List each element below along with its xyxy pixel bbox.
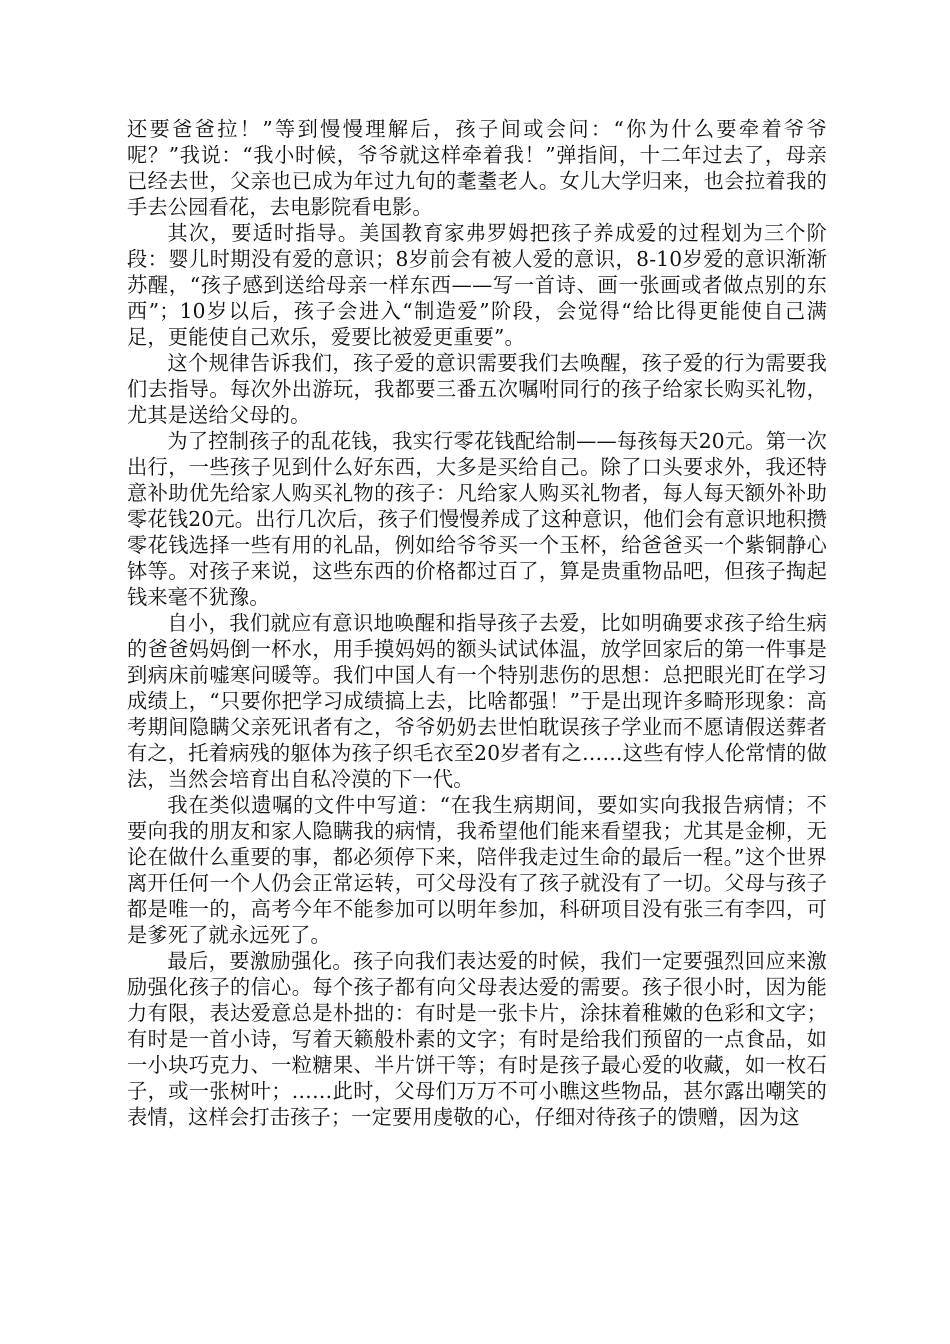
paragraph-6: 我在类似遗嘱的文件中写道：“在我生病期间，要如实向我报告病情；不要向我的朋友和家人隐瞒我的病情，我希望他们能来看望我；尤其是金柳，无论在做什么重要的事，都必须停下来，陪伴我走过生命的最后一程。”这个世界离开任何一个人仍会正常运转，可父母没有了孩子就没有了一切。父母与孩子都是唯一的，高考今年不能参加可以明年参加，科研项目没有张三有李四，可是爹死了就永远死了。 bbox=[127, 793, 827, 947]
paragraph-5: 自小，我们就应有意识地唤醒和指导孩子去爱，比如明确要求孩子给生病的爸爸妈妈倒一杯水，用手摸妈妈的额头试试体温，放学回家后的第一件事是到病床前嘘寒问暖等。我们中国人有一个特别悲伤的思想：总把眼光盯在学习成绩上，“只要你把学习成绩搞上去，比啥都强！”于是出现许多畸形现象：高考期间隐瞒父亲死讯者有之，爷爷奶奶去世怕耽误孩子学业而不愿请假送葬者有之，托着病残的躯体为孩子织毛衣至20岁者有之……这些有悖人伦常情的做法，当然会培育出自私冷漠的下一代。 bbox=[127, 611, 827, 791]
paragraph-7: 最后，要激励强化。孩子向我们表达爱的时候，我们一定要强烈回应来激励强化孩子的信心。每个孩子都有向父母表达爱的需要。孩子很小时，因为能力有限，表达爱意总是朴拙的：有时是一张卡片，涂抹着稚嫩的色彩和文字；有时是一首小诗，写着天籁般朴素的文字；有时是给我们预留的一点食品，如一小块巧克力、一粒糖果、半片饼干等；有时是孩子最心爱的收藏，如一枚石子，或一张树叶；……此时，父母们万万不可小瞧这些物品，甚尔露出嘲笑的表情，这样会打击孩子；一定要用虔敬的心，仔细对待孩子的馈赠，因为这 bbox=[127, 949, 827, 1129]
document-body bbox=[127, 116, 827, 1130]
paragraph-1: 还要爸爸拉！”等到慢慢理解后，孩子间或会问：“你为什么要牵着爷爷呢？”我说：“我小时候，爷爷就这样牵着我！”弹指间，十二年过去了，母亲已经去世，父亲也已成为年过九旬的耄耋老人。女儿大学归来，也会拉着我的手去公园看花，去电影院看电影。 bbox=[127, 117, 827, 219]
paragraph-2: 其次，要适时指导。美国教育家弗罗姆把孩子养成爱的过程划为三个阶段：婴儿时期没有爱的意识；8岁前会有被人爱的意识，8-10岁爱的意识渐渐苏醒，“孩子感到送给母亲一样东西——写一首诗、画一张画或者做点别的东西”；10岁以后，孩子会进入“制造爱”阶段，会觉得“给比得更能使自己满足，更能使自己欢乐，爱要比被爱更重要”。 bbox=[127, 221, 827, 349]
paragraph-4: 为了控制孩子的乱花钱，我实行零花钱配给制——每孩每天20元。第一次出行，一些孩子见到什么好东西，大多是买给自己。除了口头要求外，我还特意补助优先给家人购买礼物的孩子：凡给家人购买礼物者，每人每天额外补助零花钱20元。出行几次后，孩子们慢慢养成了这种意识，他们会有意识地积攒零花钱选择一些有用的礼品，例如给爷爷买一个玉杯，给爸爸买一个紫铜静心钵等。对孩子来说，这些东西的价格都过百了，算是贵重物品吧，但孩子掏起钱来毫不犹豫。 bbox=[127, 429, 827, 609]
paragraph-3: 这个规律告诉我们，孩子爱的意识需要我们去唤醒，孩子爱的行为需要我们去指导。每次外出游玩，我都要三番五次嘱咐同行的孩子给家长购买礼物，尤其是送给父母的。 bbox=[127, 351, 827, 427]
